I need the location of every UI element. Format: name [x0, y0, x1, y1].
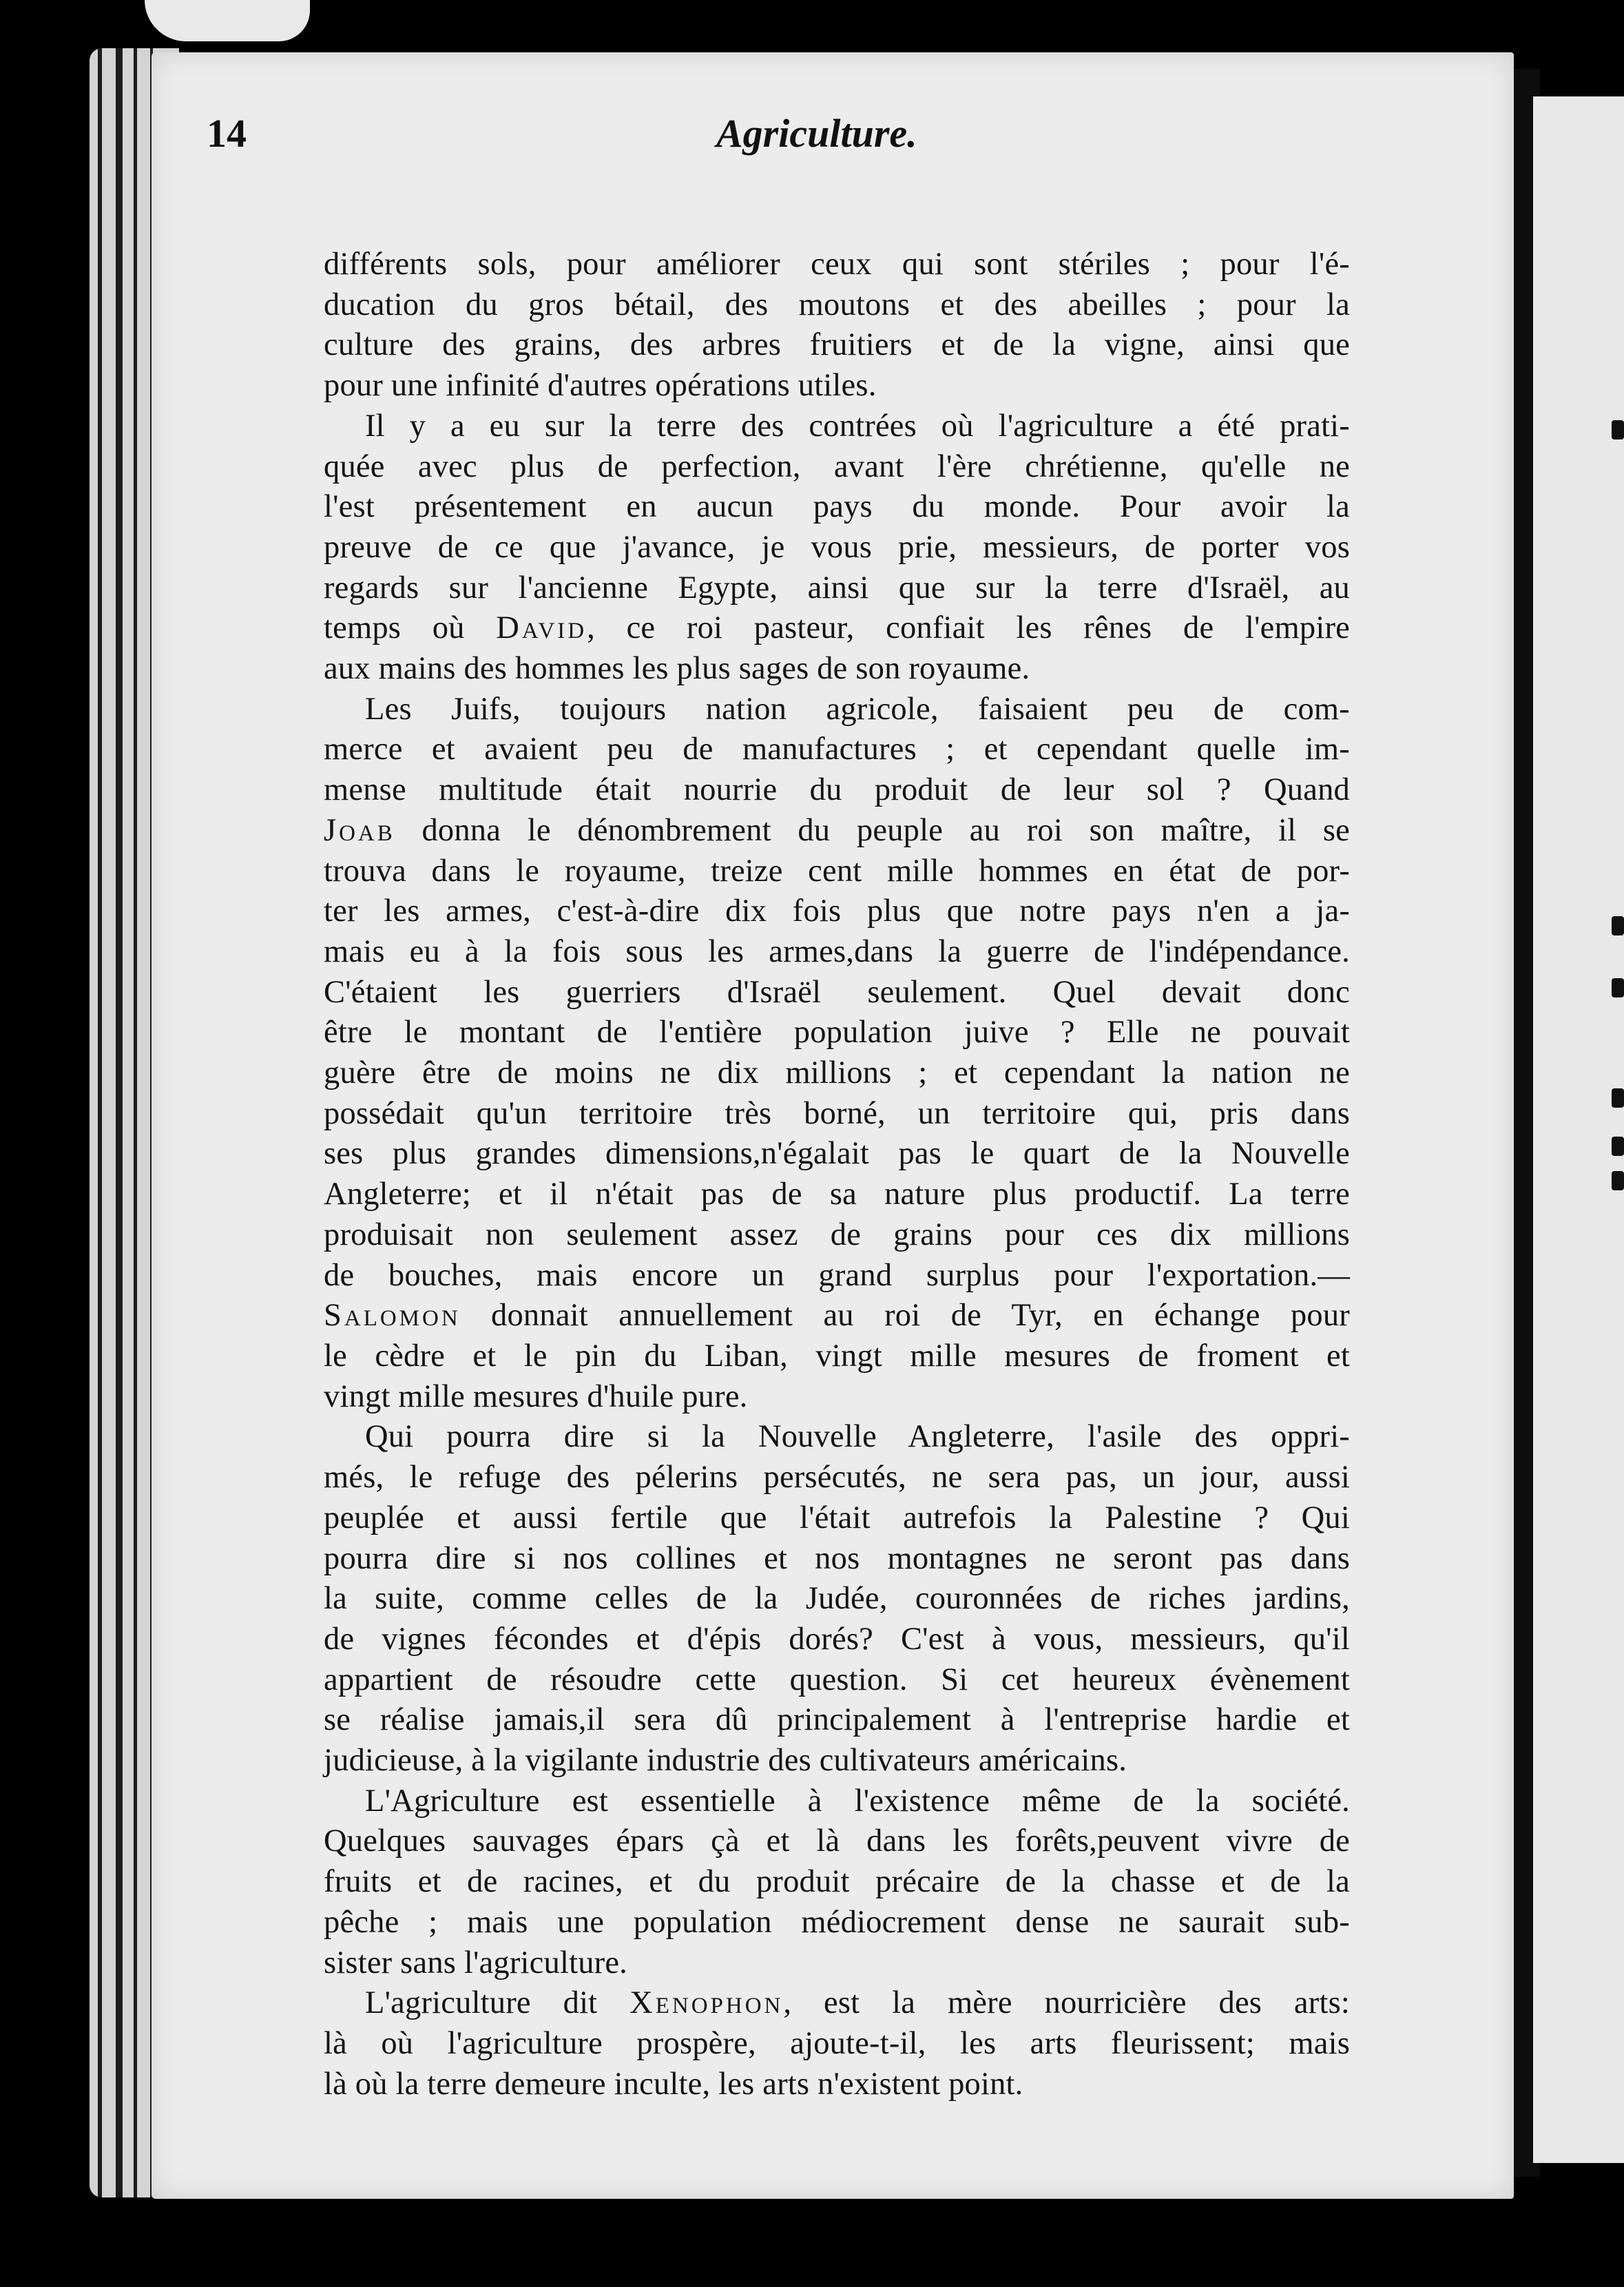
text-line: ducation du gros bétail, des moutons et des abeilles ; pour la [324, 287, 1350, 322]
text-line: Qui pourra dire si la Nouvelle Angleterre, l'asile des oppri- [365, 1419, 1350, 1455]
paragraph [324, 690, 1350, 1418]
text-line: L'Agriculture est essentielle à l'existence même de la société. [365, 1783, 1350, 1819]
text-line: possédait qu'un territoire très borné, un territoire qui, pris dans [324, 1095, 1350, 1131]
body-text [324, 245, 1350, 2104]
text-line: L'agriculture dit Xenophon, est la mère nourricière des arts: [365, 1985, 1350, 2021]
adjacent-text-fragment [1612, 978, 1624, 997]
text-line: fruits et de racines, et du produit précaire de la chasse et de la [324, 1864, 1350, 1900]
adjacent-text-fragment [1612, 1137, 1624, 1156]
proper-name: Joab [324, 812, 395, 848]
text-line: Angleterre; et il n'était pas de sa nature plus productif. La terre [324, 1177, 1350, 1212]
page-number: 14 [207, 111, 247, 156]
text-line: trouva dans le royaume, treize cent mille hommes en état de por- [324, 853, 1350, 889]
gutter-line [98, 48, 102, 2197]
text-line: sister sans l'agriculture. [324, 1945, 628, 1980]
adjacent-text-fragment [1612, 1088, 1624, 1108]
running-head: Agriculture. [716, 111, 917, 156]
paragraph [324, 1983, 1350, 2104]
text-line: appartient de résoudre cette question. Si cet heureux évènement [324, 1662, 1350, 1697]
text-line: quée avec plus de perfection, avant l'ère chrétienne, qu'elle ne [324, 448, 1350, 484]
text-line: Il y a eu sur la terre des contrées où l'agriculture a été prati- [365, 408, 1350, 444]
page-header [207, 110, 1398, 193]
text-line: peuplée et aussi fertile que l'était autrefois la Palestine ? Qui [324, 1500, 1350, 1535]
text-line: mais eu à la fois sous les armes,dans la guerre de l'indépendance. [324, 933, 1350, 969]
text-line: pourra dire si nos collines et nos montagnes ne seront pas dans [324, 1540, 1350, 1576]
paragraph [324, 406, 1350, 690]
text-line: de bouches, mais encore un grand surplus pour l'exportation.— [324, 1257, 1350, 1293]
gutter-line [134, 48, 137, 2197]
text-line: Quelques sauvages épars çà et là dans les forêts,peuvent vivre de [324, 1823, 1350, 1859]
text-line: guère être de moins ne dix millions ; et cependant la nation ne [324, 1055, 1350, 1091]
text-line: temps où David, ce roi pasteur, confiait les rênes de l'empire [324, 610, 1350, 646]
text-line: culture des grains, des arbres fruitiers et de la vigne, ainsi que [324, 327, 1350, 363]
gutter-line [116, 48, 123, 2197]
adjacent-text-fragment [1612, 420, 1624, 439]
text-line: ter les armes, c'est-à-dire dix fois plus que notre pays n'en a ja- [324, 893, 1350, 929]
text-line: pêche ; mais une population médiocrement dense ne saurait sub- [324, 1904, 1350, 1940]
text-line: pour une infinité d'autres opérations utiles. [324, 368, 877, 404]
text-line: le cèdre et le pin du Liban, vingt mille mesures de froment et [324, 1338, 1350, 1374]
text-line: aux mains des hommes les plus sages de son royaume. [324, 651, 1030, 687]
text-line: se réalise jamais,il sera dû principalement à l'entreprise hardie et [324, 1702, 1350, 1738]
text-line: regards sur l'ancienne Egypte, ainsi que sur la terre d'Israël, au [324, 570, 1350, 606]
text-line: Salomon donnait annuellement au roi de Tyr, en échange pour [324, 1298, 1350, 1334]
text-line: preuve de ce que j'avance, je vous prie, messieurs, de porter vos [324, 529, 1350, 565]
text-line: judicieuse, à la vigilante industrie des cultivateurs américains. [324, 1743, 1127, 1779]
proper-name: David [496, 610, 587, 646]
text-line: més, le refuge des pélerins persécutés, ne sera pas, un jour, aussi [324, 1460, 1350, 1496]
paragraph [324, 1417, 1350, 1781]
text-line: merce et avaient peu de manufactures ; et cependant quelle im- [324, 732, 1350, 767]
text-line: la suite, comme celles de la Judée, couronnées de riches jardins, [324, 1581, 1350, 1617]
torn-paper-scrap [145, 0, 310, 41]
text-line: ses plus grandes dimensions,n'égalait pas le quart de la Nouvelle [324, 1136, 1350, 1172]
text-line: différents sols, pour améliorer ceux qui sont stériles ; pour l'é- [324, 247, 1350, 282]
text-line: Les Juifs, toujours nation agricole, faisaient peu de com- [365, 691, 1350, 727]
proper-name: Salomon [324, 1298, 461, 1334]
text-line: mense multitude était nourrie du produit de leur sol ? Quand [324, 772, 1350, 808]
text-line: vingt mille mesures d'huile pure. [324, 1378, 748, 1414]
text-line: l'est présentement en aucun pays du monde. Pour avoir la [324, 489, 1350, 525]
paragraph [324, 245, 1350, 406]
adjacent-text-fragment [1612, 1171, 1624, 1190]
text-line: de vignes fécondes et d'épis dorés? C'est à vous, messieurs, qu'il [324, 1621, 1350, 1657]
text-line: être le montant de l'entière population juive ? Elle ne pouvait [324, 1015, 1350, 1051]
text-line: là où l'agriculture prospère, ajoute-t-il, les arts fleurissent; mais [324, 2025, 1350, 2061]
text-line: Joab donna le dénombrement du peuple au roi son maître, il se [324, 812, 1350, 848]
proper-name: Xenophon [629, 1985, 784, 2021]
text-line: C'étaient les guerriers d'Israël seulement. Quel devait donc [324, 974, 1350, 1010]
adjacent-page-edge [1533, 96, 1624, 2163]
paragraph [324, 1781, 1350, 1984]
text-line: produisait non seulement assez de grains pour ces dix millions [324, 1217, 1350, 1252]
text-line: là où la terre demeure inculte, les arts n'existent point. [324, 2066, 1023, 2102]
adjacent-text-fragment [1612, 916, 1624, 935]
